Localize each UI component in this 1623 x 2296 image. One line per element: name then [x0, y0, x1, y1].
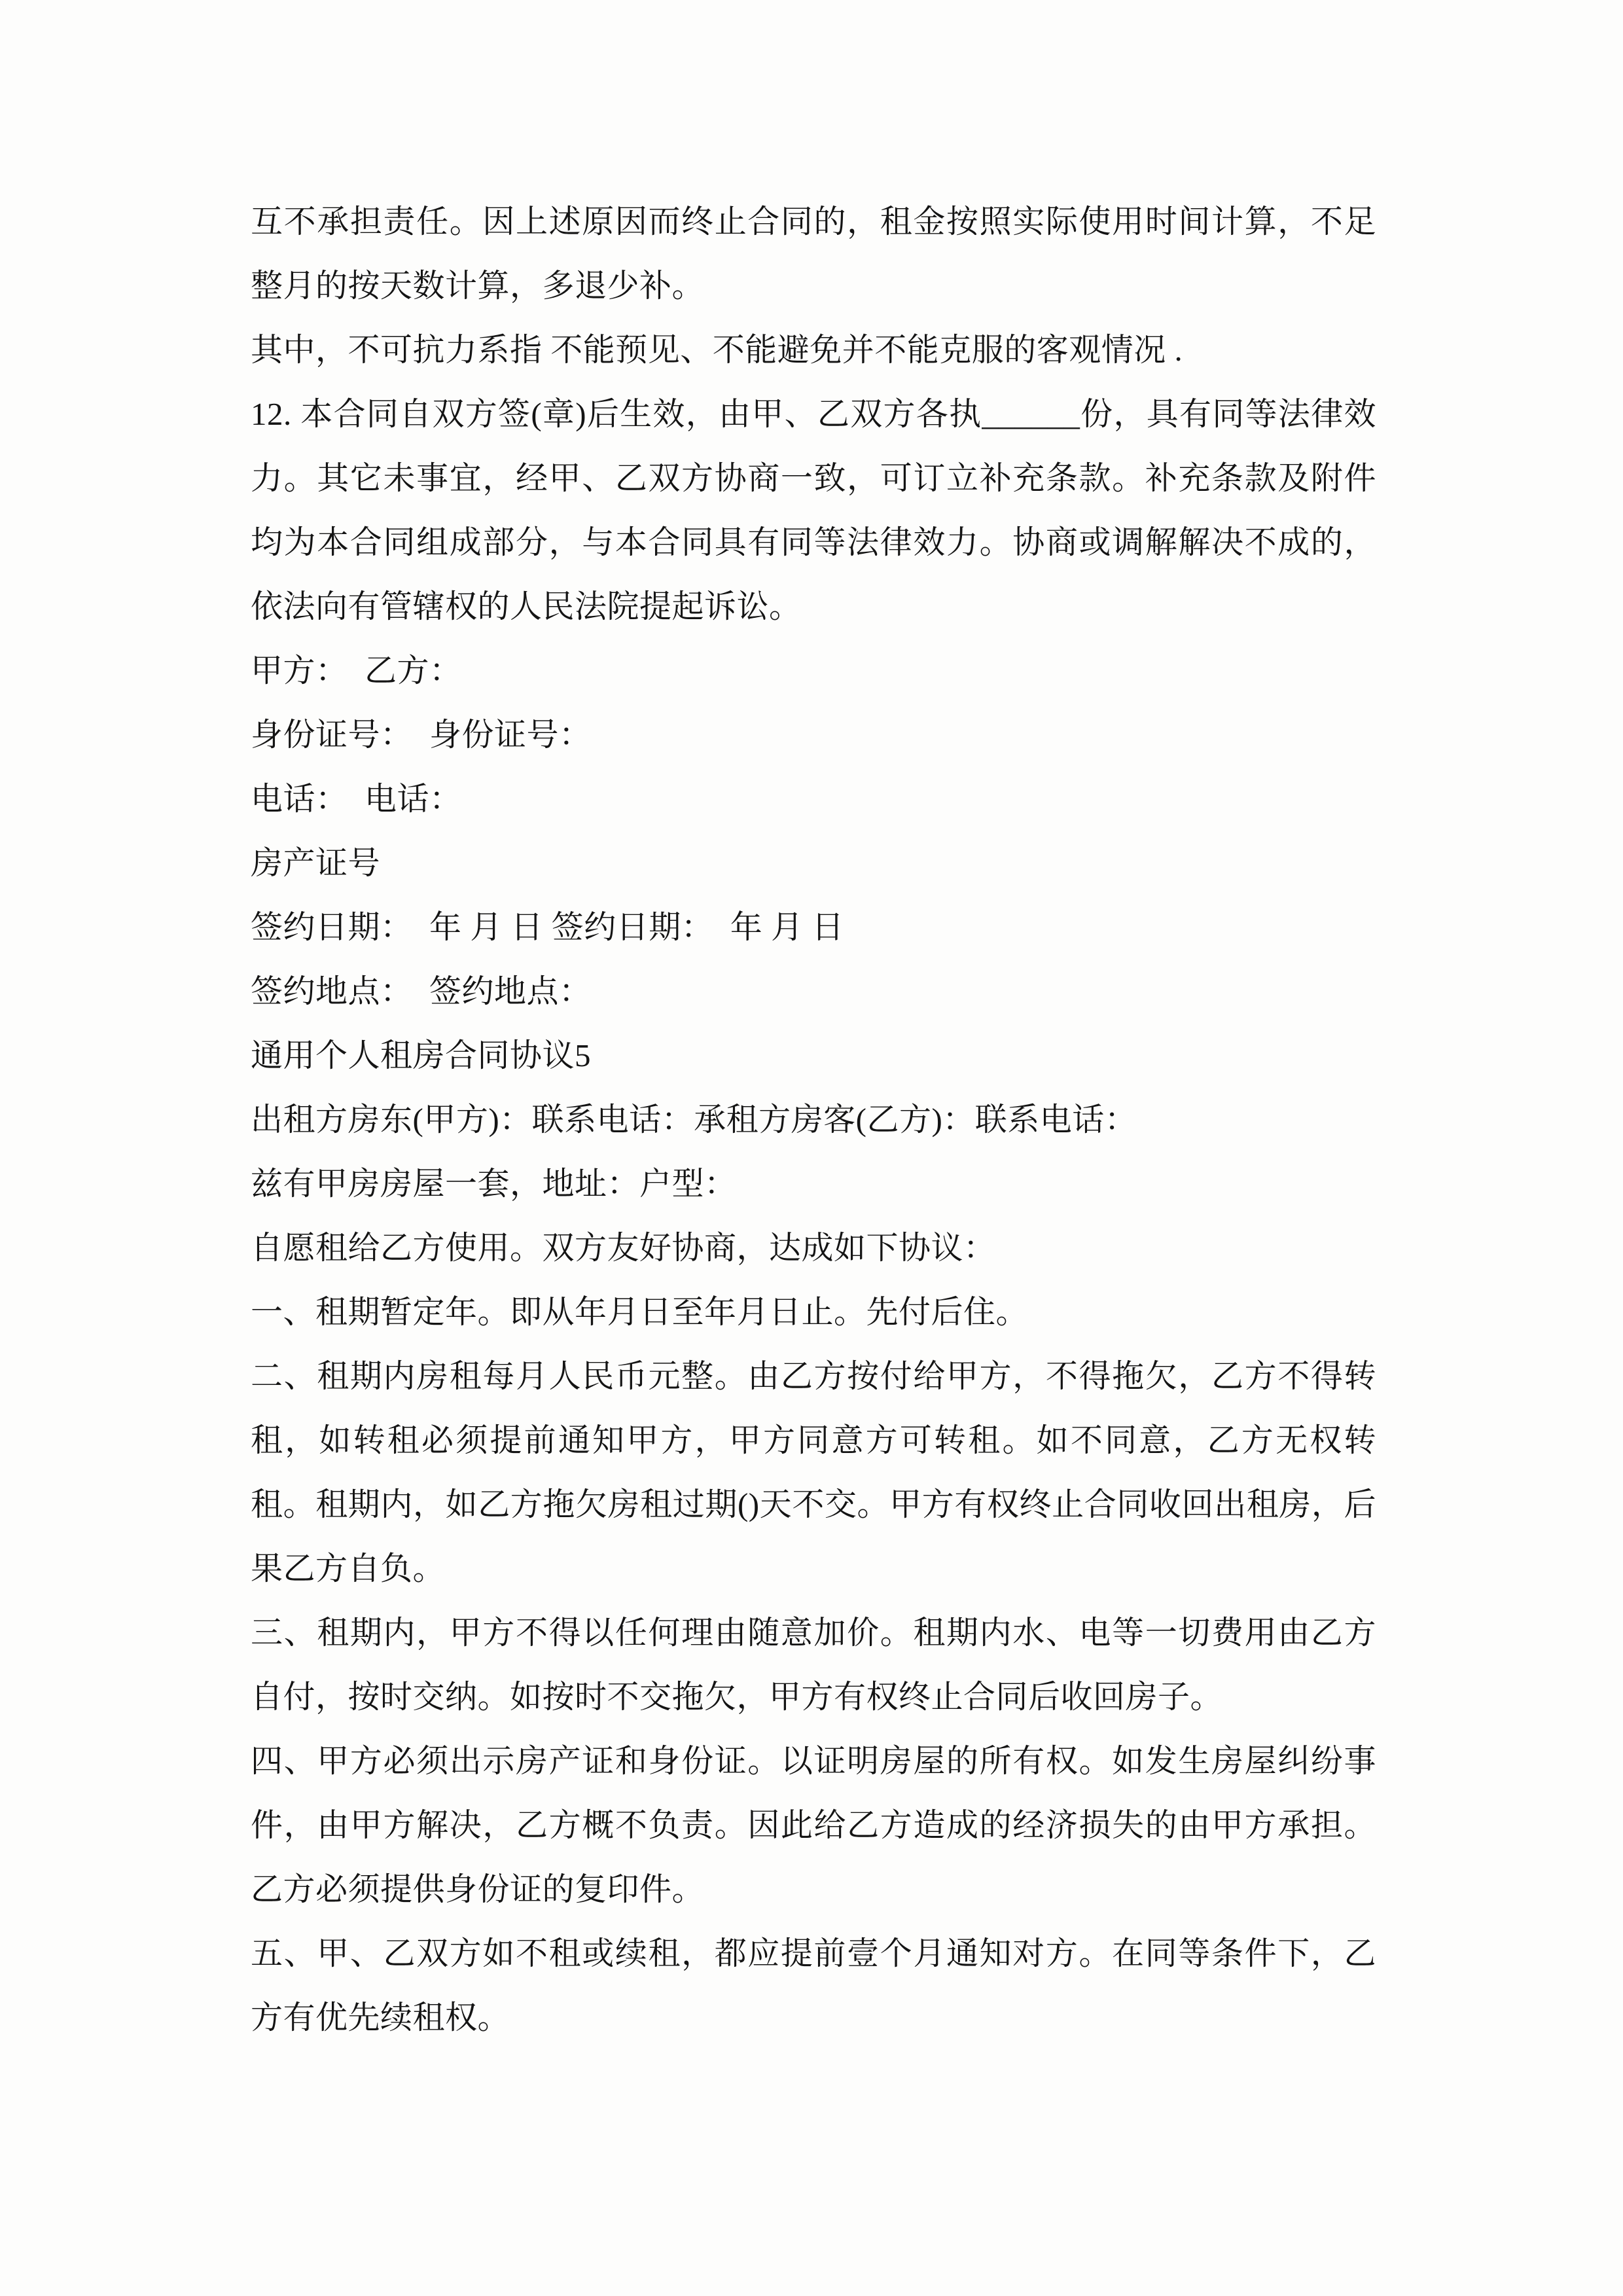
clause-4: 四、甲方必须出示房产证和身份证。以证明房屋的所有权。如发生房屋纠纷事件，由甲方解决，乙方概不负责。因此给乙方造成的经济损失的由甲方承担。乙方必须提供身份证的复印件。: [251, 1743, 1376, 1907]
signing-date-line: 签约日期： 年 月 日 签约日期： 年 月 日: [251, 909, 844, 945]
signing-place-line: 签约地点： 签约地点：: [251, 973, 592, 1009]
clause-5: 五、甲、乙双方如不租或续租，都应提前壹个月通知对方。在同等条件下，乙方有优先续租权。: [251, 1935, 1376, 2036]
id-number-line: 身份证号： 身份证号：: [251, 717, 592, 753]
property-info-line: 兹有甲房房屋一套，地址：户型：: [251, 1166, 737, 1202]
clause-12: 12. 本合同自双方签(章)后生效，由甲、乙双方各执______份，具有同等法律效力。其它未事宜，经甲、乙双方协商一致，可订立补充条款。补充条款及附件均为本合同组成部分，与本合同具有同等法律效力。协商或调解解决不成的，依法向有管辖权的人民法院提起诉讼。: [251, 396, 1376, 624]
lessor-lessee-line: 出租方房东(甲方)：联系电话：承租方房客(乙方)：联系电话：: [251, 1102, 1137, 1138]
property-cert-line: 房产证号: [251, 845, 381, 881]
phone-line: 电话： 电话：: [251, 781, 462, 817]
clause-2: 二、租期内房租每月人民币元整。由乙方按付给甲方，不得拖欠，乙方不得转租，如转租必须提前通知甲方，甲方同意方可转租。如不同意，乙方无权转租。租期内，如乙方拖欠房租过期()天不交。甲方有权终止合同收回出租房，后果乙方自负。: [251, 1358, 1376, 1587]
party-a-b-line: 甲方： 乙方：: [251, 653, 462, 689]
clause-3: 三、租期内，甲方不得以任何理由随意加价。租期内水、电等一切费用由乙方自付，按时交纳。如按时不交拖欠，甲方有权终止合同后收回房子。: [251, 1615, 1376, 1715]
paragraph-liability-continuation: 互不承担责任。因上述原因而终止合同的，租金按照实际使用时间计算，不足整月的按天数计算，多退少补。: [251, 204, 1376, 304]
force-majeure-note: 其中，不可抗力系指 不能预见、不能避免并不能克服的客观情况 .: [251, 332, 1183, 368]
clause-1: 一、租期暂定年。即从年月日至年月日止。先付后住。: [251, 1294, 1029, 1330]
contract-section-title: 通用个人租房合同协议5: [251, 1037, 592, 1073]
agreement-intro-line: 自愿租给乙方使用。双方友好协商，达成如下协议：: [251, 1230, 996, 1266]
